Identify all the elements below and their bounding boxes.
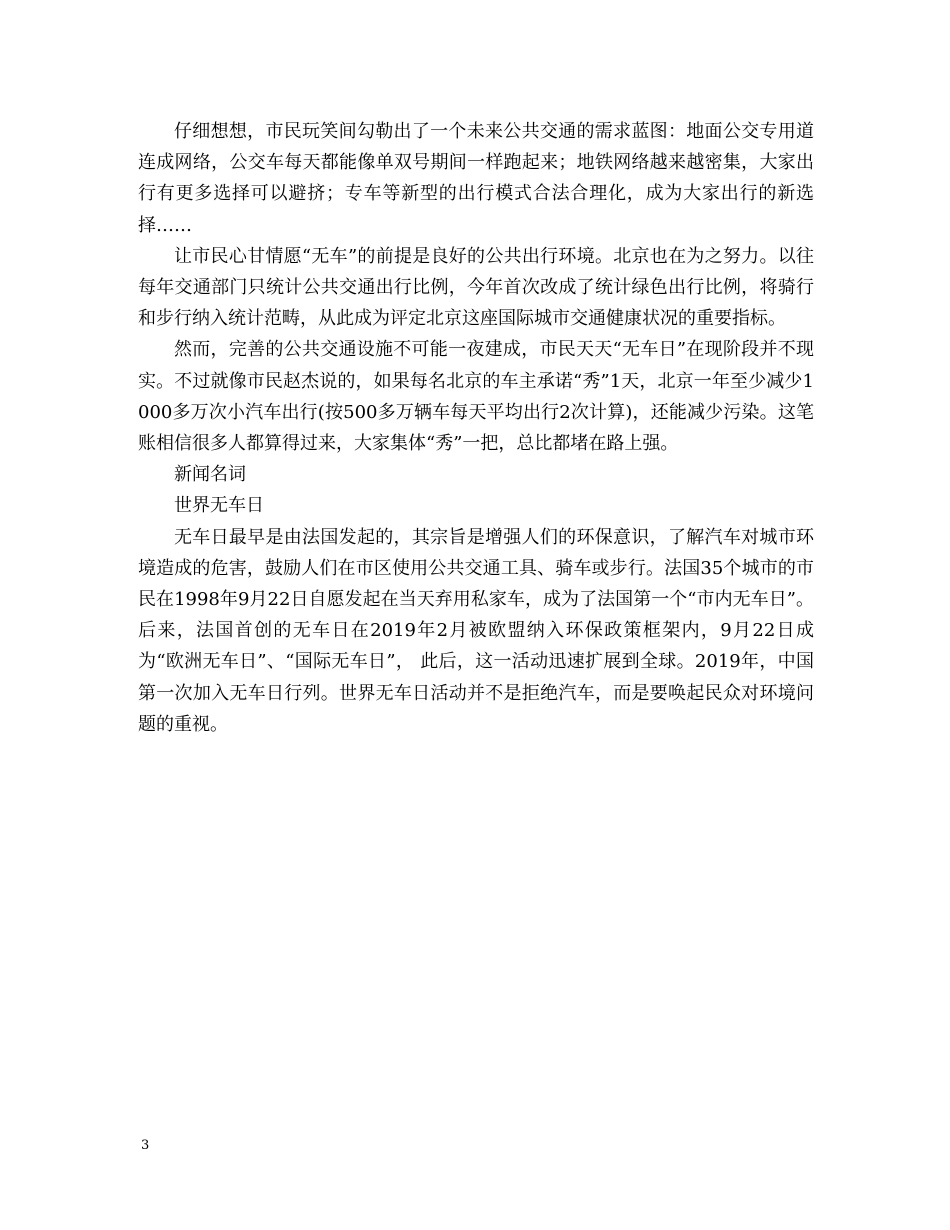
document-body xyxy=(138,116,814,740)
page-number: 3 xyxy=(141,1138,150,1153)
paragraph-car-free-day-reality: 然而，完善的公共交通设施不可能一夜建成，市民天天“无车日”在现阶段并不现实。不过就像市民赵杰说的，如果每名北京的车主承诺“秀”1天，北京一年至少减少1000多万次小汽车出行(按500多万辆车每天平均出行2次计算)，还能减少污染。这笔账相信很多人都算得过来，大家集体“秀”一把，总比都堵在路上强。 xyxy=(138,339,814,455)
paragraph-green-travel-ratio: 让市民心甘情愿“无车”的前提是良好的公共出行环境。北京也在为之努力。以往每年交通部门只统计公共交通出行比例，今年首次改成了统计绿色出行比例，将骑行和步行纳入统计范畴，从此成为评定北京这座国际城市交通健康状况的重要指标。 xyxy=(138,245,814,330)
paragraph-public-transport-blueprint: 仔细想想，市民玩笑间勾勒出了一个未来公共交通的需求蓝图：地面公交专用道连成网络，公交车每天都能像单双号期间一样跑起来；地铁网络越来越密集，大家出行有更多选择可以避挤；专车等新型的出行模式合法合理化，成为大家出行的新选择…… xyxy=(138,121,814,236)
section-title: 世界无车日 xyxy=(174,495,264,517)
paragraph-world-car-free-day-definition: 无车日最早是由法国发起的，其宗旨是增强人们的环保意识，了解汽车对城市环境造成的危害，鼓励人们在市区使用公共交通工具、骑车或步行。法国35个城市的市民在1998年9月22日自愿发起在当天弃用私家车，成为了法国第一个“市内无车日”。后来，法国首创的无车日在2019年2月被欧盟纳入环保政策框架内，9月22日成为“欧洲无车日”、“国际无车日”， 此后，这一活动迅速扩展到全球。2019年，中国第一次加入无车日行列。世界无车日活动并不是拒绝汽车，而是要唤起民众对环境问题的重视。 xyxy=(138,526,814,735)
section-label: 新闻名词 xyxy=(174,464,246,486)
